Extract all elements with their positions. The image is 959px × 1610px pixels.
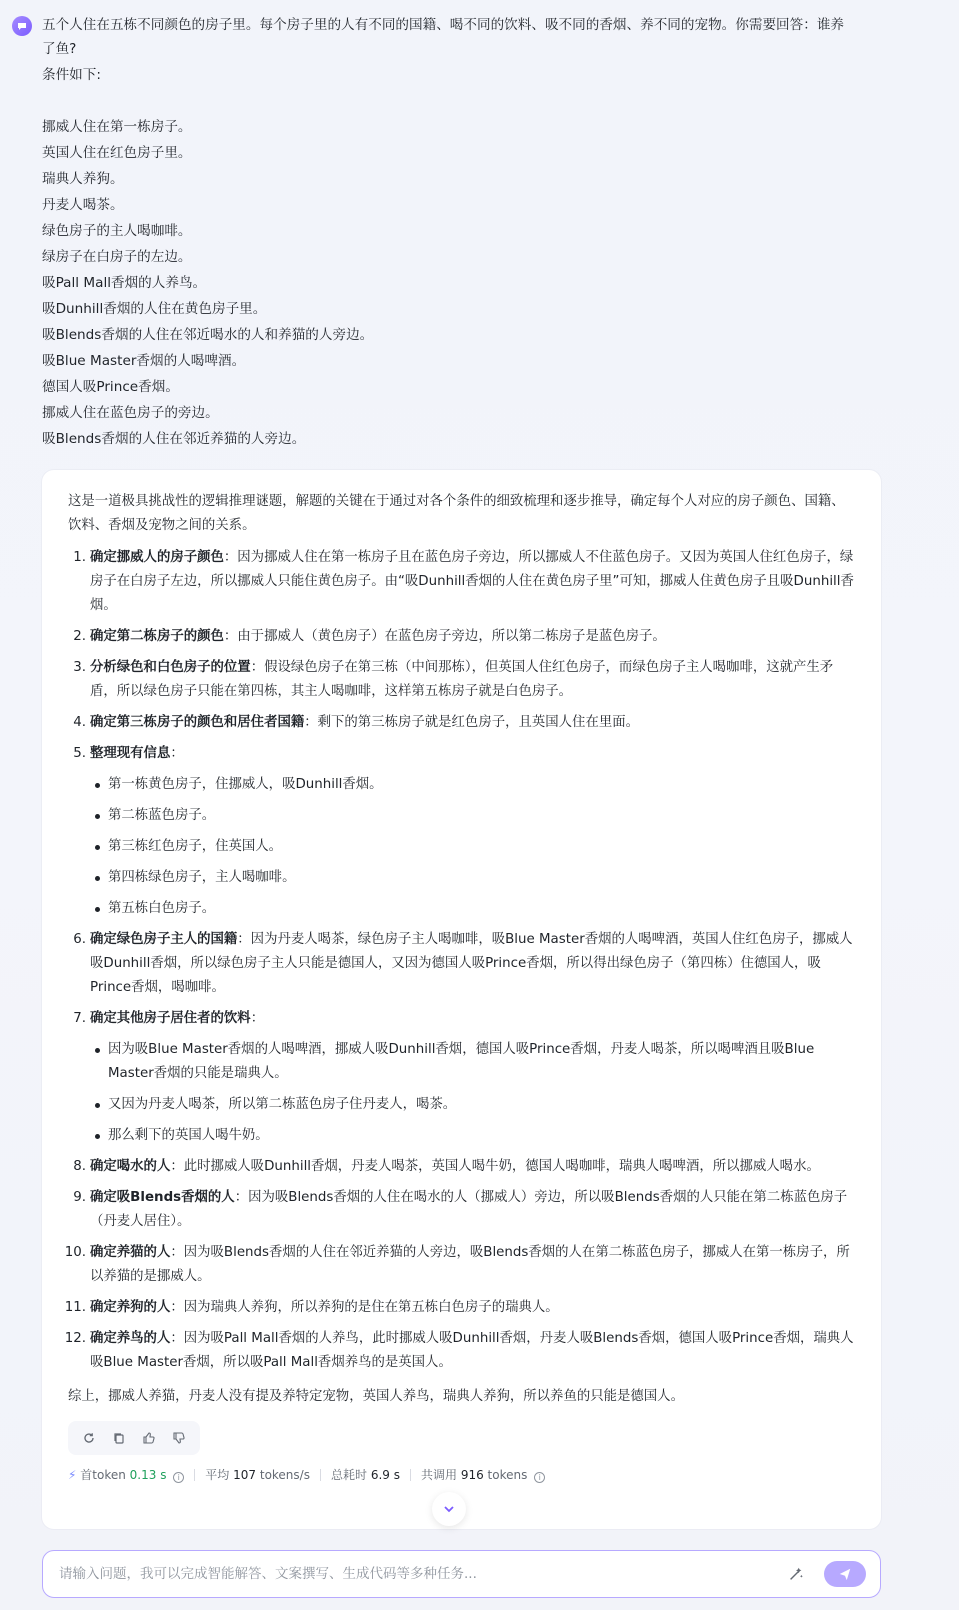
answer-steps: [64, 546, 855, 1375]
bullet-item: 第三栋红色房子，住英国人。: [90, 835, 855, 859]
question-line: 英国人住在红色房子里。: [42, 145, 192, 161]
chat-input-bar: [42, 1550, 881, 1598]
answer-text: [64, 490, 855, 1409]
question-line: 瑞典人养狗。: [42, 171, 124, 187]
question-line: 了鱼?: [42, 41, 77, 57]
step-bullets: [90, 1038, 855, 1148]
generation-stats: [68, 1466, 545, 1483]
answer-actions: [68, 1421, 200, 1455]
answer-step: 8. 确定喝水的人：此时挪威人吸Dunhill香烟，丹麦人喝茶，英国人喝牛奶，德国人喝咖啡，瑞典人喝啤酒，所以挪威人喝水。: [73, 1159, 820, 1174]
step-text: ：因为丹麦人喝茶，绿色房子主人喝咖啡，吸Blue Master香烟的人喝啤酒，英国人住红色房子，挪威人吸Dunhill香烟，所以绿色房子主人只能是德国人，又因为德国人吸Prince香烟，所以得出绿色房子（第四栋）住德国人，吸Prince香烟，喝咖啡。: [90, 932, 853, 995]
total-time-stat: 总耗时 6.9 s: [330, 1468, 400, 1482]
answer-step: 7. 确定其他房子居住者的饮料： 因为吸Blue Master香烟的人喝啤酒，挪威人吸Dunhill香烟，德国人吸Prince香烟，丹麦人喝茶，所以喝啤酒且吸Blue Master香烟的只能是瑞典人。 又因为丹麦人喝茶，所以第二栋蓝色房子住丹麦人，喝茶。 那么剩下的英国人喝牛奶。: [68, 1007, 855, 1148]
answer-step: 9. 确定吸Blends香烟的人：因为吸Blends香烟的人住在喝水的人（挪威人）旁边，所以吸Blends香烟的人只能在第二栋蓝色房子（丹麦人居住）。: [73, 1190, 848, 1229]
step-text: ：: [170, 746, 184, 761]
first-token-stat: ⚡ 首token 0.13 s i: [68, 1466, 184, 1483]
step-title: 整理现有信息: [90, 746, 171, 761]
answer-card: [42, 470, 881, 1529]
answer-step: 1. 确定挪威人的房子颜色：因为挪威人住在第一栋房子且在蓝色房子旁边，所以挪威人不住蓝色房子。又因为英国人住红色房子，绿房子在白房子左边，所以挪威人只能住黄色房子。由“吸Dunhill香烟的人住在黄色房子里”可知，挪威人住黄色房子且吸Dunhill香烟。: [73, 550, 854, 613]
step-text: ：因为吸Blends香烟的人住在邻近养猫的人旁边，吸Blends香烟的人在第二栋蓝色房子，挪威人在第一栋房子，所以养猫的是挪威人。: [90, 1245, 850, 1284]
question-line: 吸Dunhill香烟的人住在黄色房子里。: [42, 301, 267, 317]
answer-step: 6. 确定绿色房子主人的国籍：因为丹麦人喝茶，绿色房子主人喝咖啡，吸Blue Master香烟的人喝啤酒，英国人住红色房子，挪威人吸Dunhill香烟，所以绿色房子主人只能是德国人，又因为德国人吸Prince香烟，所以得出绿色房子（第四栋）住德国人，吸Prince香烟，喝咖啡。: [73, 932, 853, 995]
thumbs-down-icon[interactable]: [166, 1427, 192, 1449]
send-button[interactable]: [824, 1561, 866, 1587]
bullet-item: 第四栋绿色房子，主人喝咖啡。: [90, 866, 855, 890]
step-text: ：因为吸Blends香烟的人住在喝水的人（挪威人）旁边，所以吸Blends香烟的人只能在第二栋蓝色房子（丹麦人居住）。: [90, 1190, 848, 1229]
token-count-stat: 共调用 916 tokens i: [421, 1466, 545, 1483]
bullet-item: 又因为丹麦人喝茶，所以第二栋蓝色房子住丹麦人，喝茶。: [90, 1093, 855, 1117]
step-title: 确定养狗的人: [90, 1300, 171, 1315]
answer-step: 4. 确定第三栋房子的颜色和居住者国籍：剩下的第三栋房子就是红色房子，且英国人住在里面。: [73, 715, 640, 730]
answer-summary: 综上，挪威人养猫，丹麦人没有提及养特定宠物，英国人养鸟，瑞典人养狗，所以养鱼的只能是德国人。: [68, 1389, 684, 1404]
question-line: [42, 88, 844, 114]
question-line: 吸Blue Master香烟的人喝啤酒。: [42, 353, 246, 369]
step-title: 确定吸Blends香烟的人: [90, 1190, 235, 1205]
bullet-item: 第一栋黄色房子，住挪威人，吸Dunhill香烟。: [90, 773, 855, 797]
info-icon[interactable]: i: [534, 1472, 545, 1483]
lightning-icon: ⚡: [68, 1468, 77, 1482]
step-title: 确定养猫的人: [90, 1245, 171, 1260]
answer-step: 10. 确定养猫的人：因为吸Blends香烟的人住在邻近养猫的人旁边，吸Blends香烟的人在第二栋蓝色房子，挪威人在第一栋房子，所以养猫的是挪威人。: [64, 1245, 850, 1284]
answer-step: 2. 确定第二栋房子的颜色：由于挪威人（黄色房子）在蓝色房子旁边，所以第二栋房子是蓝色房子。: [73, 629, 666, 644]
divider: [320, 1469, 321, 1481]
info-icon[interactable]: i: [173, 1472, 184, 1483]
copy-icon[interactable]: [106, 1427, 132, 1449]
step-title: 确定其他房子居住者的饮料: [90, 1011, 251, 1026]
step-text: ：由于挪威人（黄色房子）在蓝色房子旁边，所以第二栋房子是蓝色房子。: [223, 629, 666, 644]
scroll-down-button[interactable]: [432, 1492, 466, 1526]
answer-intro: 这是一道极具挑战性的逻辑推理谜题，解题的关键在于通过对各个条件的细致梳理和逐步推导，确定每个人对应的房子颜色、国籍、饮料、香烟及宠物之间的关系。: [68, 494, 845, 533]
question-line: 挪威人住在第一栋房子。: [42, 119, 192, 135]
answer-step: 3. 分析绿色和白色房子的位置：假设绿色房子在第三栋（中间那栋），但英国人住红色房子，而绿色房子主人喝咖啡，这就产生矛盾，所以绿色房子只能在第四栋，其主人喝咖啡，这样第五栋房子就是白色房子。: [73, 660, 834, 699]
question-text: [42, 12, 844, 452]
step-title: 确定喝水的人: [90, 1159, 171, 1174]
user-question: [12, 12, 882, 452]
step-text: ：因为挪威人住在第一栋房子且在蓝色房子旁边，所以挪威人不住蓝色房子。又因为英国人住红色房子，绿房子在白房子左边，所以挪威人只能住黄色房子。由“吸Dunhill香烟的人住在黄色房子里”可知，挪威人住黄色房子且吸Dunhill香烟。: [90, 550, 854, 613]
step-title: 确定第三栋房子的颜色和居住者国籍: [90, 715, 305, 730]
step-text: ：因为吸Pall Mall香烟的人养鸟，此时挪威人吸Dunhill香烟，丹麦人吸Blends香烟，德国人吸Prince香烟，瑞典人吸Blue Master香烟，所以吸Pall Mall香烟养鸟的是英国人。: [90, 1331, 854, 1370]
bullet-item: 第五栋白色房子。: [90, 897, 855, 921]
chevron-down-icon: [442, 1502, 456, 1516]
step-title: 确定挪威人的房子颜色: [90, 550, 224, 565]
send-icon: [838, 1567, 852, 1581]
bullet-item: 因为吸Blue Master香烟的人喝啤酒，挪威人吸Dunhill香烟，德国人吸Prince香烟，丹麦人喝茶，所以喝啤酒且吸Blue Master香烟的只能是瑞典人。: [90, 1038, 855, 1086]
step-title: 确定绿色房子主人的国籍: [90, 932, 238, 947]
step-text: ：假设绿色房子在第三栋（中间那栋），但英国人住红色房子，而绿色房子主人喝咖啡，这就产生矛盾，所以绿色房子只能在第四栋，其主人喝咖啡，这样第五栋房子就是白色房子。: [90, 660, 834, 699]
answer-step: 12. 确定养鸟的人：因为吸Pall Mall香烟的人养鸟，此时挪威人吸Dunhill香烟，丹麦人吸Blends香烟，德国人吸Prince香烟，瑞典人吸Blue Master香烟，所以吸Pall Mall香烟养鸟的是英国人。: [64, 1331, 854, 1370]
bullet-item: 第二栋蓝色房子。: [90, 804, 855, 828]
answer-step: 11. 确定养狗的人：因为瑞典人养狗，所以养狗的是住在第五栋白色房子的瑞典人。: [64, 1300, 559, 1315]
regenerate-icon[interactable]: [76, 1427, 102, 1449]
question-line: 绿房子在白房子的左边。: [42, 249, 192, 265]
answer-step: 5. 整理现有信息： 第一栋黄色房子，住挪威人，吸Dunhill香烟。 第二栋蓝色房子。 第三栋红色房子，住英国人。 第四栋绿色房子，主人喝咖啡。 第五栋白色房子。: [68, 742, 855, 921]
question-line: 吸Blends香烟的人住在邻近喝水的人和养猫的人旁边。: [42, 327, 374, 343]
step-title: 分析绿色和白色房子的位置: [90, 660, 251, 675]
step-text: ：因为瑞典人养狗，所以养狗的是住在第五栋白色房子的瑞典人。: [170, 1300, 559, 1315]
step-bullets: [90, 773, 855, 921]
question-line: 丹麦人喝茶。: [42, 197, 124, 213]
step-text: ：剩下的第三栋房子就是红色房子，且英国人住在里面。: [304, 715, 640, 730]
question-line: 吸Blends香烟的人住在邻近养猫的人旁边。: [42, 431, 306, 447]
divider: [410, 1469, 411, 1481]
step-text: ：: [250, 1011, 265, 1026]
step-title: 确定养鸟的人: [90, 1331, 171, 1346]
question-line: 德国人吸Prince香烟。: [42, 379, 179, 395]
divider: [194, 1469, 195, 1481]
step-title: 确定第二栋房子的颜色: [90, 629, 224, 644]
thumbs-up-icon[interactable]: [136, 1427, 162, 1449]
step-text: ：此时挪威人吸Dunhill香烟，丹麦人喝茶，英国人喝牛奶，德国人喝咖啡，瑞典人喝啤酒，所以挪威人喝水。: [170, 1159, 820, 1174]
question-line: 条件如下:: [42, 67, 101, 83]
question-line: 吸Pall Mall香烟的人养鸟。: [42, 275, 207, 291]
chat-input[interactable]: [59, 1566, 786, 1582]
question-line: 挪威人住在蓝色房子的旁边。: [42, 405, 219, 421]
question-line: 绿色房子的主人喝咖啡。: [42, 223, 192, 239]
bullet-item: 那么剩下的英国人喝牛奶。: [90, 1124, 855, 1148]
avg-speed-stat: 平均 107 tokens/s: [205, 1468, 310, 1482]
magic-wand-icon[interactable]: [786, 1564, 806, 1584]
question-line: 五个人住在五栋不同颜色的房子里。每个房子里的人有不同的国籍、喝不同的饮料、吸不同的香烟、养不同的宠物。你需要回答：谁养: [42, 17, 845, 33]
user-avatar-icon: [12, 16, 32, 36]
